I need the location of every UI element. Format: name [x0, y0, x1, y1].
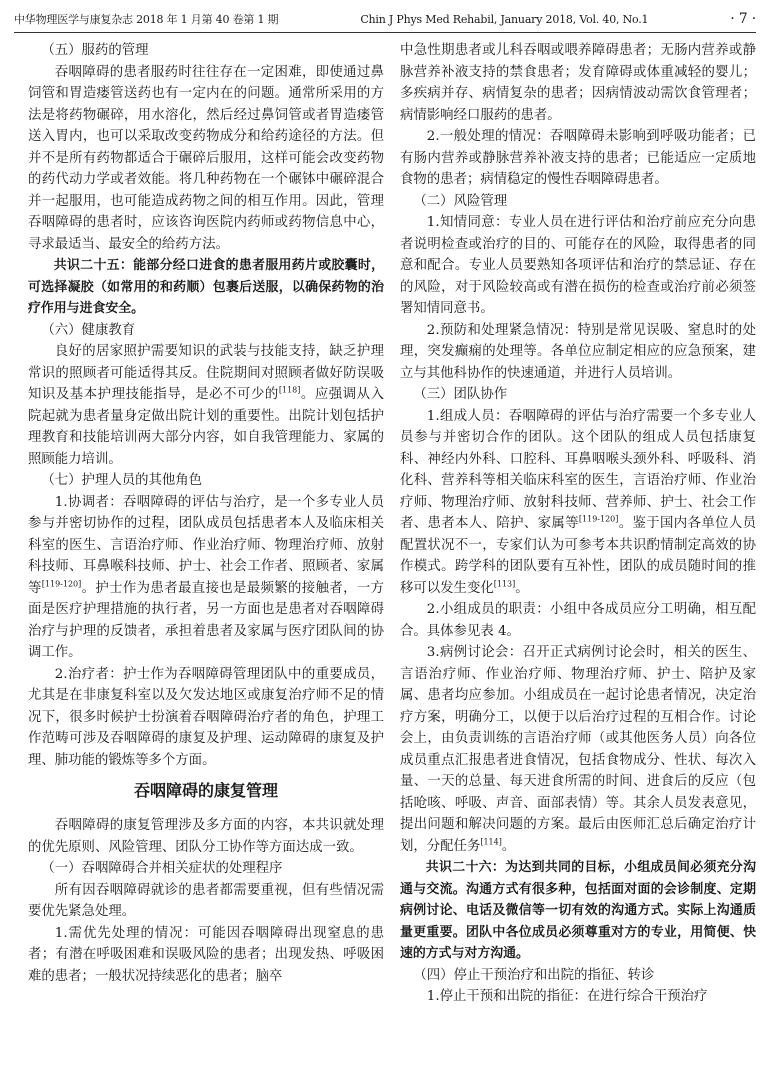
paragraph-health-education: 良好的居家照护需要知识的武装与技能支持，缺乏护理常识的照顾者可能适得其反。住院期间对照顾者做好防误吸知识及基本护理技能指导，是必不可少的[118]。应强调从入院起就为患者量身定做出院计划的重要性。出院计划包括护理教育和技能培训两大部分内容，如自我管理能力、家属的照顾能力培训。: [28, 344, 384, 467]
paragraph-procedure-intro: 所有因吞咽障碍就诊的患者都需要重视，但有些情况需要优先紧急处理。: [28, 882, 384, 919]
page-number: · 7 ·: [730, 11, 756, 27]
running-header: [14, 6, 756, 33]
citation-ref: [119-120]: [578, 514, 619, 524]
citation-ref: [114]: [480, 837, 502, 847]
journal-citation-en: Chin J Phys Med Rehabil, January 2018, Vol. 40, No.1: [360, 12, 649, 26]
paragraph-coordinator: 1.协调者：吞咽障碍的评估与治疗，是一个多专业人员参与并密切协作的过程，团队成员包括患者本人及临床相关科室的医生、言语治疗师、作业治疗师、物理治疗师、放射科技师、耳鼻喉科技师、护士、社会工作者、照顾者、家属等[119-120]。护士作为患者最直接也是最频繁的接触者，一方面是医疗护理措施的执行者，另一方面也是患者对吞咽障碍治疗与护理的反馈者，承担着患者及家属与医疗团队间的协调工作。: [28, 494, 384, 660]
right-column: [400, 40, 756, 1070]
paragraph-priority-cases: 1.需优先处理的情况：可能因吞咽障碍出现窒息的患者；有潜在呼吸困难和误吸风险的患者；出现发热、呼吸困难的患者；一般状况持续恶化的患者；脑卒: [28, 925, 384, 984]
paragraph-intro: 吞咽障碍的康复管理涉及多方面的内容，本共识就处理的优先原则、风险管理、团队分工协作等方面达成一致。: [28, 818, 384, 855]
section-title-nurse-roles: （七）护理人员的其他角色: [41, 473, 203, 488]
citation-ref: [113]: [493, 579, 516, 589]
section-title-procedure: （一）吞咽障碍合并相关症状的处理程序: [41, 861, 283, 876]
paragraph-case-discussion: 3.病例讨论会：召开正式病例讨论会时，相关的医生、言语治疗师、作业治疗师、物理治疗师、护士、陪护及家属、患者均应参加。小组成员在一起讨论患者情况，决定治疗方案，明确分工，以便于以后治疗过程的互相合作。讨论会上，由负责训练的言语治疗师（或其他医务人员）向各位成员重点汇报患者进食情况，包括食物成分、性状、每次入量、一天的总量、每天进食所需的时间、进食后的反应（包括呛咳、呼吸、声音、面部表情）等。其余人员发表意见，提出问题和解决问题的方案。最后由医师汇总后确定治疗计划，分配任务[114]。: [400, 645, 756, 854]
section-title-discharge: （四）停止干预治疗和出院的指征、转诊: [413, 967, 655, 983]
paragraph-team-members: 1.组成人员：吞咽障碍的评估与治疗需要一个多专业人员参与并密切合作的团队。这个团队的组成人员包括康复科、神经内外科、口腔科、耳鼻咽喉头颈外科、呼吸科、消化科、营养科等相关临床科室的医生，言语治疗师、作业治疗师、物理治疗师、放射科技师、营养师、护士、社会工作者、患者本人、陪护、家属等[119-120]。鉴于国内各单位人员配置状况不一，专家们认为可参考本共识酌情制定高效的协作模式。跨学科的团队要有互补性，团队的成员随时间的推移可以发生变化[113]。: [400, 408, 756, 596]
paragraph-emergency: 2.预防和处理紧急情况：特别是常见误吸、窒息时的处理，突发癫痫的处理等。各单位应制定相应的应急预案，建立与其他科协作的快速通道，并进行人员培训。: [400, 322, 756, 381]
section-title-teamwork: （三）团队协作: [413, 387, 508, 402]
section-title-medication: （五）服药的管理: [41, 43, 149, 58]
paragraph-discharge: 1.停止干预和出院的指征：在进行综合干预治疗: [426, 989, 708, 1004]
citation-ref: [119-120]: [41, 579, 82, 589]
paragraph-therapist: 2.治疗者：护士作为吞咽障碍管理团队中的重要成员，尤其是在非康复科室以及欠发达地区或康复治疗师不足的情况下，很多时候护士扮演着吞咽障碍治疗者的角色，护理工作范畴可涉及吞咽障碍的康复及护理、运动障碍的康复及护理、肺功能的锻炼等多个方面。: [28, 666, 384, 768]
main-heading-rehab-management: 吞咽障碍的康复管理: [133, 781, 278, 800]
paragraph-general-cases: 2.一般处理的情况：吞咽障碍未影响到呼吸功能者；已有肠内营养或静脉营养补液支持的患者；已能适应一定质地食物的患者；病情稳定的慢性吞咽障碍患者。: [400, 129, 756, 187]
section-title-health-education: （六）健康教育: [41, 322, 136, 338]
consensus-25: 共识二十五：能部分经口进食的患者服用药片或胶囊时，可选择凝胶（如常用的和药顺）包裹后送服，以确保药物的治疗作用与进食安全。: [28, 258, 384, 316]
paragraph-team-duties: 2.小组成员的职责：小组中各成员应分工明确，相互配合。具体参见表 4。: [400, 602, 756, 639]
paragraph-priority-cases-cont: 中急性期患者或儿科吞咽或喂养障碍患者；无肠内营养或静脉营养补液支持的禁食患者；发育障碍或体重减轻的婴儿；多疾病并存、病情复杂的患者；因病情波动需饮食管理者；病情影响经口服药的患者。: [400, 43, 756, 123]
consensus-26: 共识二十六：为达到共同的目标，小组成员间必须充分沟通与交流。沟通方式有很多种，包括面对面的会诊制度、定期病例讨论、电话及微信等一切有效的沟通方式。实际上沟通质量更重要。团队中各位成员必须尊重对方的专业，用简便、快速的方式与对方沟通。: [400, 860, 756, 961]
left-column: [28, 40, 384, 1070]
journal-citation-cn: 中华物理医学与康复杂志 2018 年 1 月第 40 卷第 1 期: [14, 13, 279, 26]
paragraph-informed-consent: 1.知情同意：专业人员在进行评估和治疗前应充分向患者说明检查或治疗的目的、可能存在的风险，取得患者的同意和配合。专业人员要熟知各项评估和治疗的禁忌证、存在的风险，对于风险较高或有潜在损伤的检查或治疗前必须签署知情同意书。: [400, 215, 756, 316]
citation-ref: [118]: [278, 385, 301, 395]
section-title-risk: （二）风险管理: [413, 193, 508, 209]
paragraph-medication: 吞咽障碍的患者服药时往往存在一定困难，即使通过鼻饲管和胃造瘘管送药也有一定内在的问题。通常所采用的方法是将药物碾碎，用水溶化，然后经过鼻饲管或者胃造瘘管送入胃内，也可以采取改变药物成分和给药途径的方法。但并不是所有药物都适合于碾碎后服用，这样可能会改变药物的药代动力学或者效能。将几种药物在一个碾钵中碾碎混合并一起服用，也可能造成药物之间的相互作用。因此，管理吞咽障碍的患者时，应该咨询医院内药师或药物信息中心，寻求最适当、最安全的给药方法。: [28, 64, 384, 252]
